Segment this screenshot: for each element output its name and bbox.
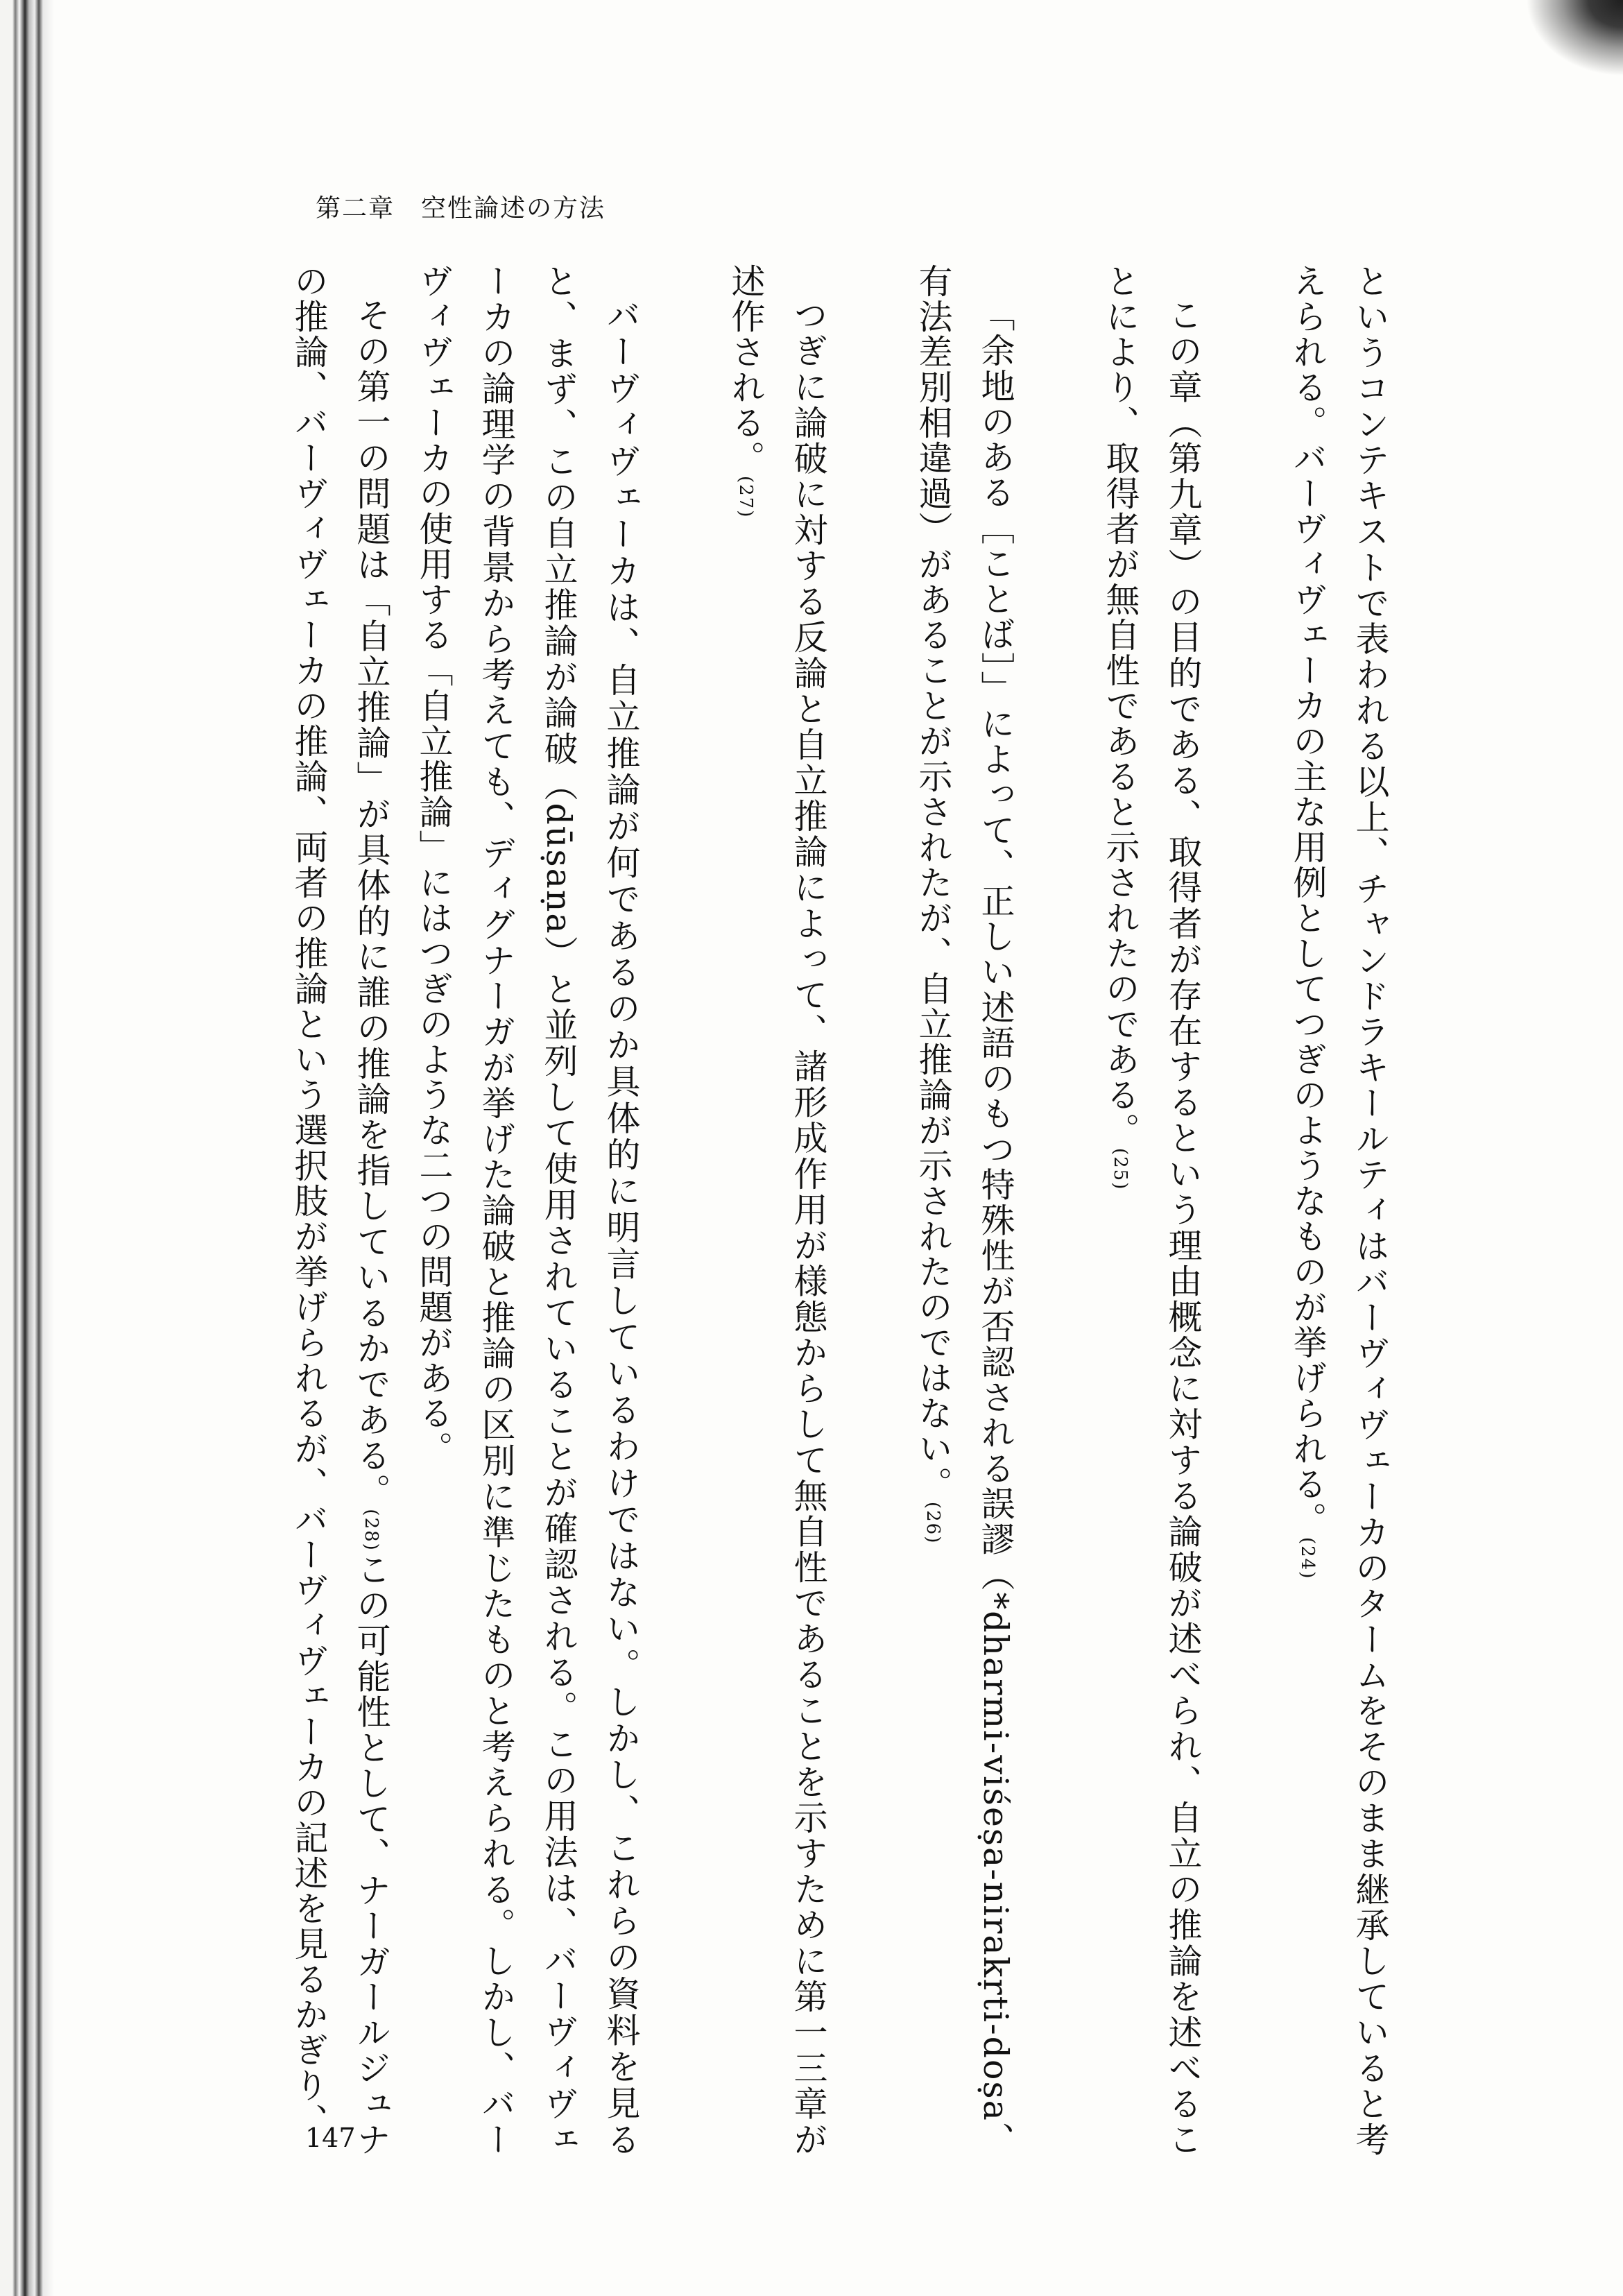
paragraph-text: この章（第九章）の目的である、取得者が存在するという理由概念に対する論破が述べられ、自立の推論を述べることにより、取得者が無自性であると示されたのである。 xyxy=(1101,264,1203,2157)
paragraph-text: 「余地のある［ことば］」によって、正しい述語のもつ特殊性が否認される誤謬（*dharmi-viśeṣa-nirakṛti-doṣa、有法差別相違過）があることが示されたが、自立推論が示されたのではない。 xyxy=(913,264,1015,2157)
paragraph-text: この可能性として、ナーガールジュナの推論、バーヴィヴェーカの推論、両者の推論という選択肢が挙げられるが、バーヴィヴェーカの記述を見るかぎり、 xyxy=(289,264,391,2158)
paragraph xyxy=(1276,264,1401,2157)
scan-corner-smudge xyxy=(1526,0,1623,76)
paragraph xyxy=(277,264,402,2157)
paragraph-gap xyxy=(652,264,714,2157)
footnote-marker: (26) xyxy=(922,1502,943,1545)
paragraph-gap xyxy=(839,264,902,2157)
paragraph-text: バーヴィヴェーカは、自立推論が何であるのか具体的に明言しているわけではない。しかし、これらの資料を見ると、まず、この自立推論が論破（dūṣaṇa）と並列して使用されていることが確認される。この用法は、バーヴィヴェーカの論理学の背景から考えても、ディグナーガが挙げた論破と推論の区別に準じたものと考えられる。しかし、バーヴィヴェーカの使用する「自立推論」にはつぎのような二つの問題がある。 xyxy=(414,264,641,2157)
footnote-marker: (24) xyxy=(1297,1537,1318,1580)
paragraph-gap xyxy=(1027,264,1089,2157)
paragraph-gap xyxy=(1214,264,1276,2157)
page-number: 147 xyxy=(305,2123,356,2153)
footnote-marker: (28) xyxy=(361,1509,381,1552)
footnote-marker: (25) xyxy=(1110,1148,1131,1191)
paragraph xyxy=(902,264,1027,2157)
paragraph-text: その第一の問題は「自立推論」が具体的に誰の推論を指しているかである。 xyxy=(352,298,391,1509)
scan-binding-edge xyxy=(0,0,54,2296)
body-text xyxy=(277,264,1401,2157)
paragraph xyxy=(402,264,652,2157)
paragraph-text: というコンテキストで表われる以上、チャンドラキールティはバーヴィヴェーカのタームをそのまま継承していると考えられる。バーヴィヴェーカの主な用例としてつぎのようなものが挙げられる。 xyxy=(1288,264,1390,2158)
paragraph xyxy=(1089,264,1214,2157)
paragraph xyxy=(714,264,839,2157)
paragraph-text: つぎに論破に対する反論と自立推論によって、諸形成作用が様態からして無自性であることを示すために第一三章が述作される。 xyxy=(726,264,828,2157)
running-head: 第二章 空性論述の方法 xyxy=(316,194,606,223)
footnote-marker: (27) xyxy=(735,476,756,519)
